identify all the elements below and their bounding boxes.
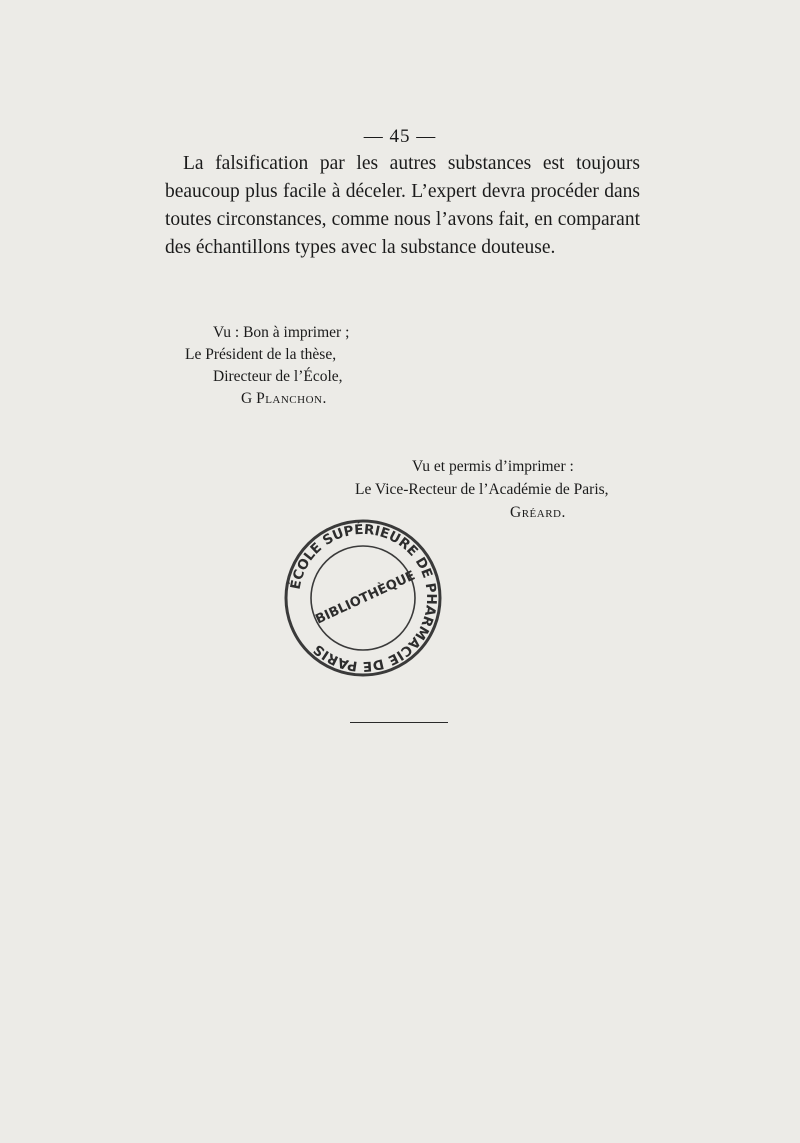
approval-block-right <box>355 455 645 524</box>
approval-left-line2: Le Président de la thèse, <box>185 346 337 363</box>
approval-block-left <box>185 322 405 410</box>
stamp-outer-text: ÉCOLE SUPÉRIEURE DE PHARMACIE DE PARIS <box>287 521 440 675</box>
approval-left-signature <box>185 388 405 410</box>
library-stamp <box>283 518 443 678</box>
body-paragraph: La falsification par les autres substances est toujours beaucoup plus facile à déceler. L’expert devra procéder dans toutes circonstances, comme nous l’avons fait, en comparant des échantillons types avec la substance douteuse. <box>165 153 640 258</box>
approval-right-line1: Vu et permis d’imprimer : <box>412 458 574 475</box>
stamp-inner-text: BIBLIOTHÈQUE <box>313 568 418 628</box>
approval-left-line1: Vu : Bon à imprimer ; <box>213 324 350 341</box>
approval-right-line2: Le Vice-Recteur de l’Académie de Paris, <box>355 481 609 498</box>
signature-name-planchon: Planchon. <box>256 390 327 407</box>
closing-rule <box>350 722 448 723</box>
page-number: — 45 — <box>363 126 437 147</box>
signature-initial: G <box>241 390 253 407</box>
signature-name-greard: Gréard. <box>510 504 566 521</box>
approval-left-line3: Directeur de l’École, <box>213 368 343 385</box>
